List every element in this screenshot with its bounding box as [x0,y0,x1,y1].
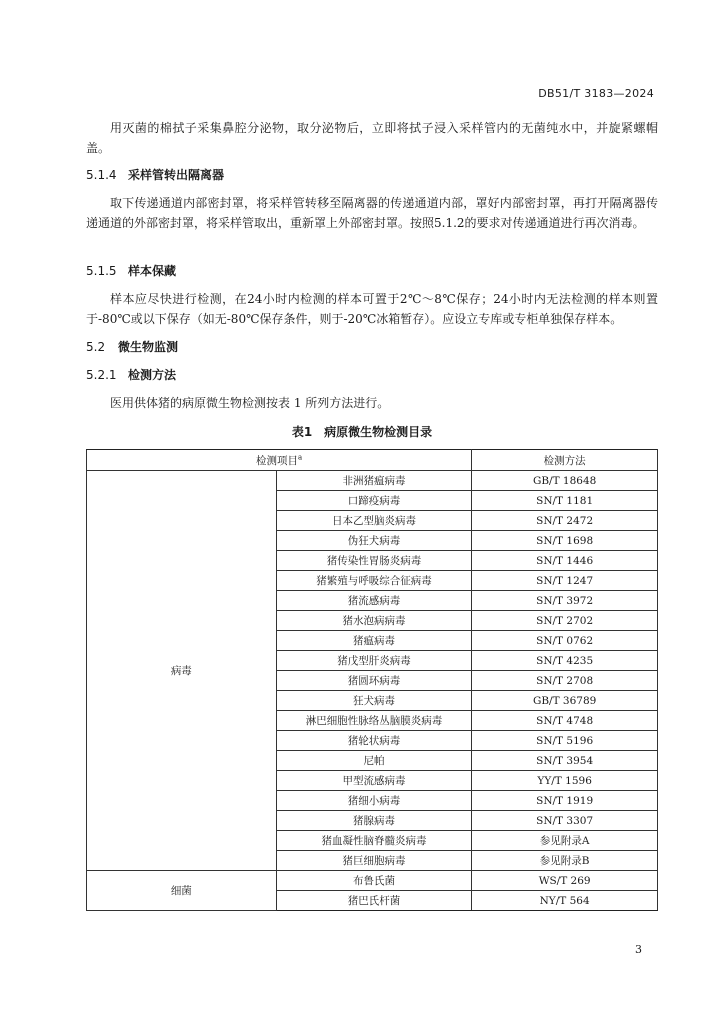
category-cell: 细菌 [87,871,277,911]
section-number: 5.1.4 [86,168,117,182]
pathogen-name-cell: 尼帕 [276,751,472,771]
method-cell: SN/T 3972 [472,591,658,611]
page-number: 3 [635,943,642,956]
pathogen-table [86,449,658,911]
method-cell: SN/T 3307 [472,811,658,831]
method-cell: GB/T 18648 [472,471,658,491]
section-number: 5.1.5 [86,264,117,278]
column-header-method: 检测方法 [472,450,658,471]
pathogen-name-cell: 猪繁殖与呼吸综合征病毒 [276,571,472,591]
section-heading-5-2-1 [86,366,176,383]
section-title: 样本保藏 [128,264,177,278]
method-cell: SN/T 2472 [472,511,658,531]
section-number: 5.2 [86,340,106,354]
method-cell: 参见附录B [472,851,658,871]
pathogen-name-cell: 猪圆环病毒 [276,671,472,691]
table-header-row [87,450,658,471]
method-cell: SN/T 2702 [472,611,658,631]
section-title: 采样管转出隔离器 [128,168,225,182]
pathogen-name-cell: 甲型流感病毒 [276,771,472,791]
pathogen-name-cell: 淋巴细胞性脉络丛脑膜炎病毒 [276,711,472,731]
section-number: 5.2.1 [86,368,117,382]
pathogen-name-cell: 猪水泡病病毒 [276,611,472,631]
pathogen-name-cell: 猪瘟病毒 [276,631,472,651]
section-heading-5-2 [86,338,178,355]
pathogen-name-cell: 布鲁氏菌 [276,871,472,891]
pathogen-name-cell: 猪流感病毒 [276,591,472,611]
method-cell: SN/T 0762 [472,631,658,651]
section-title: 微生物监测 [118,340,179,354]
document-code: DB51/T 3183—2024 [538,87,654,100]
method-cell: SN/T 1919 [472,791,658,811]
pathogen-name-cell: 日本乙型脑炎病毒 [276,511,472,531]
intro-paragraph: 用灭菌的棉拭子采集鼻腔分泌物，取分泌物后，立即将拭子浸入采样管内的无菌纯水中，并旋紧螺帽盖。 [86,121,658,155]
method-cell: WS/T 269 [472,871,658,891]
method-cell: SN/T 1181 [472,491,658,511]
pathogen-name-cell: 口蹄疫病毒 [276,491,472,511]
pathogen-name-cell: 猪血凝性脑脊髓炎病毒 [276,831,472,851]
table-row [87,471,658,491]
method-cell: GB/T 36789 [472,691,658,711]
method-cell: SN/T 5196 [472,731,658,751]
method-cell: SN/T 4748 [472,711,658,731]
method-cell: SN/T 1698 [472,531,658,551]
pathogen-name-cell: 伪狂犬病毒 [276,531,472,551]
section-title: 检测方法 [128,368,177,382]
pathogen-name-cell: 非洲猪瘟病毒 [276,471,472,491]
column-header-item: 检测项目$^a$ [87,450,472,471]
section-5-2-1-text: 医用供体猪的病原微生物检测按表 1 所列方法进行。 [110,396,390,410]
method-cell: SN/T 3954 [472,751,658,771]
pathogen-name-cell: 猪轮状病毒 [276,731,472,751]
section-heading-5-1-5 [86,262,176,279]
pathogen-name-cell: 猪细小病毒 [276,791,472,811]
section-heading-5-1-4 [86,166,224,183]
pathogen-name-cell: 猪巨细胞病毒 [276,851,472,871]
category-cell: 病毒 [87,471,277,871]
method-cell: YY/T 1596 [472,771,658,791]
method-cell: SN/T 2708 [472,671,658,691]
table-caption: 表1 病原微生物检测目录 [291,425,433,439]
method-cell: SN/T 1247 [472,571,658,591]
method-cell: SN/T 1446 [472,551,658,571]
section-5-1-4-text: 取下传递通道内部密封罩，将采样管转移至隔离器的传递通道内部，罩好内部密封罩，再打开隔离器传递通道的外部密封罩，将采样管取出，重新罩上外部密封罩。按照5.1.2的要求对传递通道进行再次消毒。 [86,196,658,230]
pathogen-name-cell: 猪巴氏杆菌 [276,891,472,911]
method-cell: SN/T 4235 [472,651,658,671]
method-cell: NY/T 564 [472,891,658,911]
pathogen-name-cell: 猪腺病毒 [276,811,472,831]
pathogen-name-cell: 猪戊型肝炎病毒 [276,651,472,671]
method-cell: 参见附录A [472,831,658,851]
pathogen-name-cell: 狂犬病毒 [276,691,472,711]
section-5-1-5-text: 样本应尽快进行检测，在24小时内检测的样本可置于2℃～8℃保存；24小时内无法检测的样本则置于-80℃或以下保存（如无-80℃保存条件，则于-20℃冰箱暂存）。应设立专库或专柜单独保存样本。 [86,292,658,326]
table-row [87,871,658,891]
pathogen-name-cell: 猪传染性胃肠炎病毒 [276,551,472,571]
